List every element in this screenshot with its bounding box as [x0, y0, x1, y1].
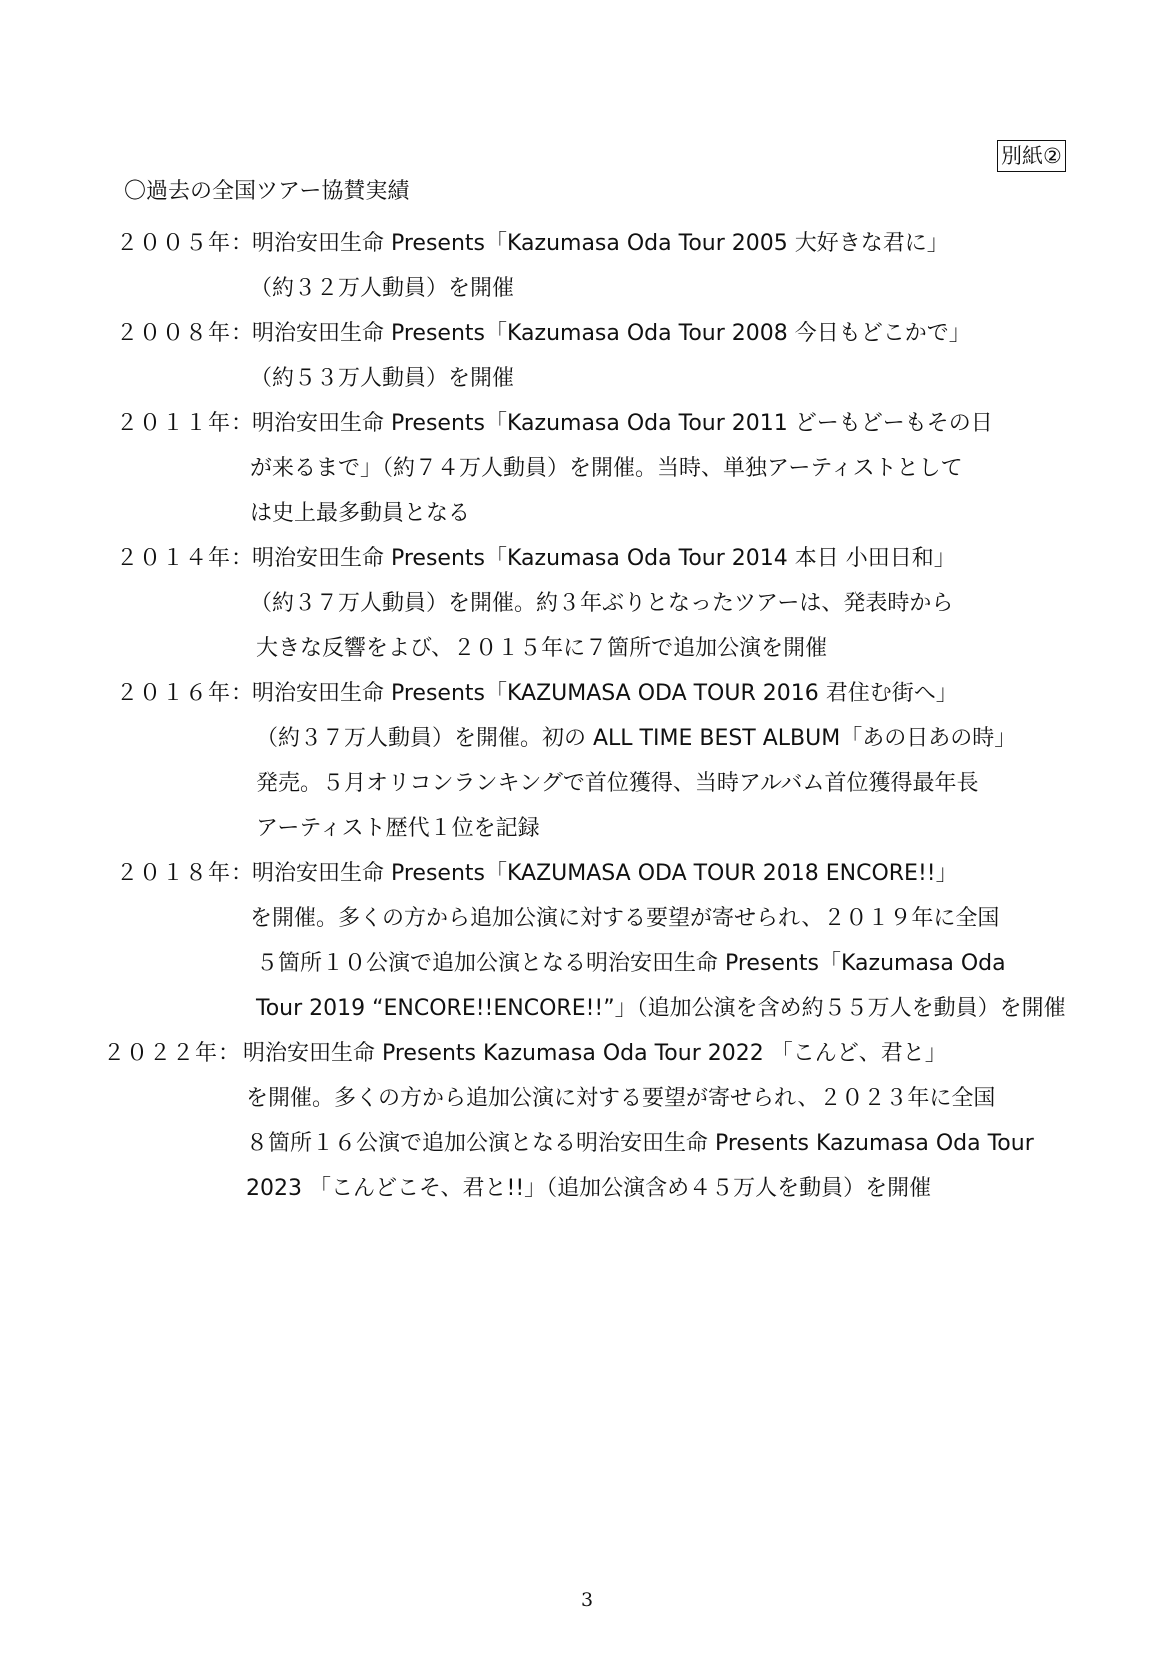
- entry-text-line: ５箇所１０公演で追加公演となる明治安田生命 Presents「Kazumasa Oda: [256, 951, 1006, 976]
- entry-text-line: 2023 「こんどこそ、君と!!」（追加公演含め４５万人を動員）を開催: [246, 1176, 932, 1201]
- entry-text-line: アーティスト歴代１位を記録: [256, 816, 540, 841]
- history-entry-2016: [0, 678, 1174, 858]
- attachment-label: 別紙②: [997, 140, 1066, 172]
- entry-year: ２０１６年：: [116, 681, 255, 706]
- entry-text-line: を開催。多くの方から追加公演に対する要望が寄せられ、２０２３年に全国: [246, 1086, 996, 1111]
- sponsorship-history-list: [0, 228, 1174, 1218]
- entry-text-line: （約３７万人動員）を開催。約３年ぶりとなったツアーは、発表時から: [250, 591, 954, 616]
- entry-year: ２０１８年：: [116, 861, 255, 886]
- entry-text-line: ８箇所１６公演で追加公演となる明治安田生命 Presents Kazumasa Oda Tour: [246, 1131, 1034, 1156]
- entry-year: ２００８年：: [116, 321, 255, 346]
- entry-text-line: 明治安田生命 Presents「KAZUMASA ODA TOUR 2016 君住む街へ」: [252, 681, 958, 706]
- entry-text-line: は史上最多動員となる: [250, 501, 471, 526]
- entry-text-line: 発売。５月オリコンランキングで首位獲得、当時アルバム首位獲得最年長: [256, 771, 979, 796]
- entry-text-line: 明治安田生命 Presents「KAZUMASA ODA TOUR 2018 ENCORE!!」: [252, 861, 958, 886]
- entry-text-line: 明治安田生命 Presents「Kazumasa Oda Tour 2014 本日 小田日和」: [252, 546, 956, 571]
- entry-text-line: 明治安田生命 Presents「Kazumasa Oda Tour 2011 どーもどーもその日: [252, 411, 993, 436]
- entry-text-line: 明治安田生命 Presents Kazumasa Oda Tour 2022 「こんど、君と」: [243, 1041, 947, 1066]
- entry-text-line: Tour 2019 “ENCORE!!ENCORE!!”」（追加公演を含め約５５万人を動員）を開催: [256, 996, 1066, 1021]
- entry-text-line: （約３２万人動員）を開催: [250, 276, 515, 301]
- entry-text-line: 大きな反響をよび、２０１５年に７箇所で追加公演を開催: [256, 636, 828, 661]
- entry-year: ２０２２年：: [103, 1041, 242, 1066]
- entry-text-line: を開催。多くの方から追加公演に対する要望が寄せられ、２０１９年に全国: [250, 906, 1000, 931]
- entry-text-line: が来るまで」（約７４万人動員）を開催。当時、単独アーティストとして: [250, 456, 963, 481]
- history-entry-2018: [0, 858, 1174, 1038]
- entry-year: ２００５年：: [116, 231, 255, 256]
- entry-year: ２０１１年：: [116, 411, 255, 436]
- section-title: 〇過去の全国ツアー協賛実績: [124, 179, 410, 204]
- history-entry-2022: [0, 1038, 1174, 1218]
- page-number: 3: [580, 1589, 594, 1611]
- history-entry-2005: [0, 228, 1174, 318]
- entry-text-line: 明治安田生命 Presents「Kazumasa Oda Tour 2005 大好きな君に」: [252, 231, 949, 256]
- entry-text-line: （約３７万人動員）を開催。初の ALL TIME BEST ALBUM「あの日あの時」: [256, 726, 1017, 751]
- entry-year: ２０１４年：: [116, 546, 255, 571]
- history-entry-2014: [0, 543, 1174, 678]
- history-entry-2008: [0, 318, 1174, 408]
- history-entry-2011: [0, 408, 1174, 543]
- entry-text-line: （約５３万人動員）を開催: [250, 366, 515, 391]
- entry-text-line: 明治安田生命 Presents「Kazumasa Oda Tour 2008 今日もどこかで」: [252, 321, 971, 346]
